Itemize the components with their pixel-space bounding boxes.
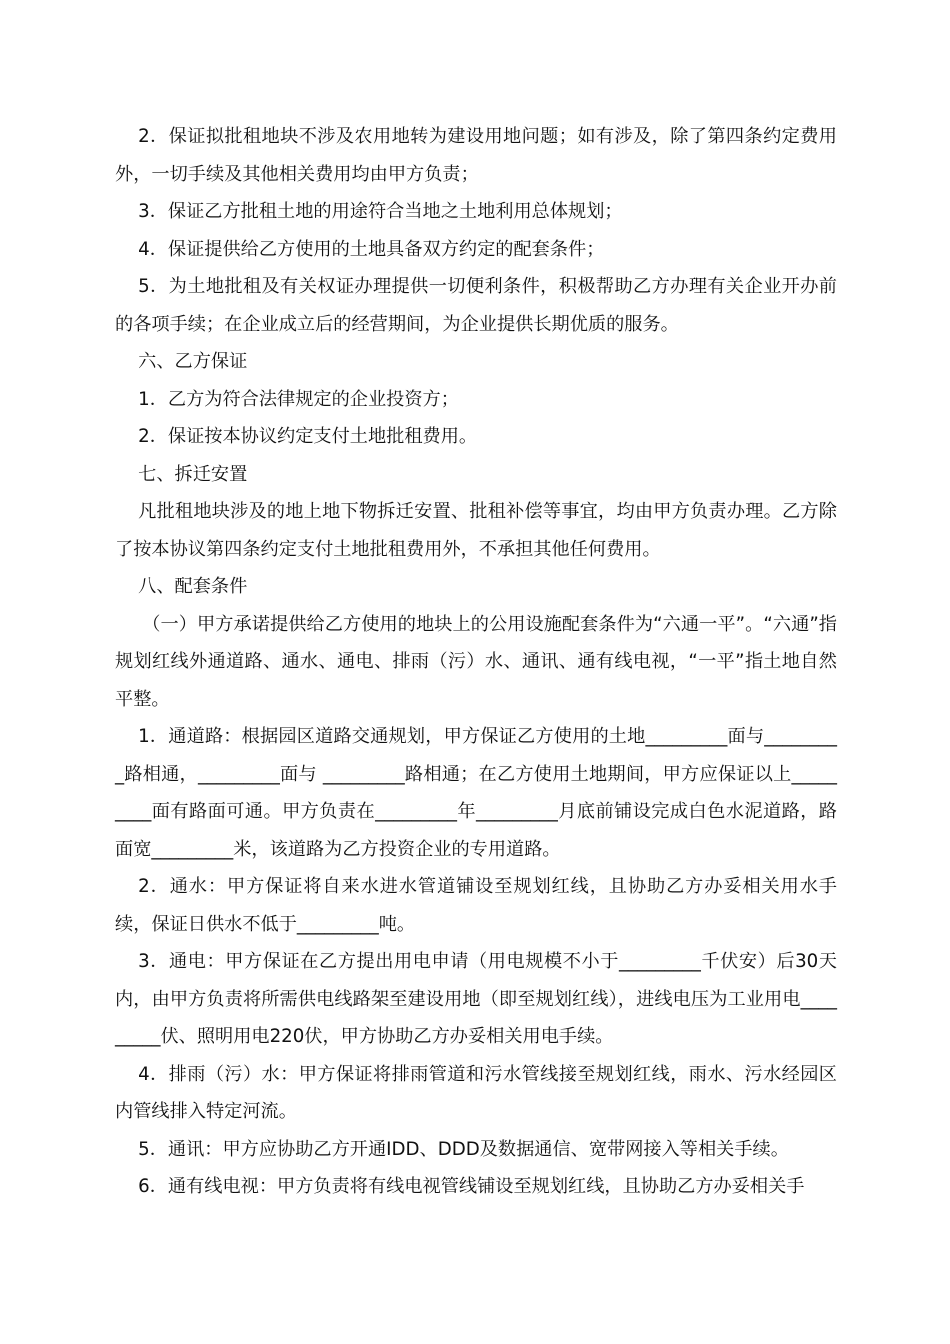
paragraph-cable-tv: 6．通有线电视：甲方负责将有线电视管线铺设至规划红线，且协助乙方办妥相关手: [138, 1176, 805, 1197]
paragraph-relocation: 凡批租地块涉及的地上地下物拆迁安置、批租补偿等事宜，均由甲方负责办理。乙方除了按本协议第四条约定支付土地批租费用外，不承担其他任何费用。: [115, 501, 837, 560]
paragraph-party-b-1: 1．乙方为符合法律规定的企业投资方；: [138, 388, 459, 410]
paragraph-guarantee-2: 2．保证拟批租地块不涉及农用地转为建设用地问题；如有涉及，除了第四条约定费用外，一切手续及其他相关费用均由甲方负责；: [115, 126, 837, 185]
paragraph-guarantee-5: 5．为土地批租及有关权证办理提供一切便利条件，积极帮助乙方办理有关企业开办前的各项手续；在企业成立后的经营期间，为企业提供长期优质的服务。: [115, 276, 837, 335]
paragraph-six-connections: （一）甲方承诺提供给乙方使用的地块上的公用设施配套条件为“六通一平”。“六通”指规划红线外通道路、通水、通电、排雨（污）水、通讯、通有线电视，“一平”指土地自然平整。: [115, 613, 837, 710]
paragraph-road: 1．通道路：根据园区道路交通规划，甲方保证乙方使用的土地_________面与_________路相通，_________面与 _________路相通；在乙方使用土地期间，甲方应保证以上_________面有路面可通。甲方负责在_________年_________月底前铺设完成白色水泥道路，路面宽_________米，该道路为乙方投资企业的专用道路。: [115, 726, 837, 860]
paragraph-telecom: 5．通讯：甲方应协助乙方开通IDD、DDD及数据通信、宽带网接入等相关手续。: [138, 1138, 789, 1160]
paragraph-guarantee-3: 3．保证乙方批租土地的用途符合当地之土地利用总体规划；: [138, 201, 623, 222]
section-heading-supporting-conditions: 八、配套条件: [138, 576, 248, 597]
paragraph-guarantee-4: 4．保证提供给乙方使用的土地具备双方约定的配套条件；: [138, 238, 605, 260]
document-body: [115, 118, 837, 1206]
paragraph-party-b-2: 2．保证按本协议约定支付土地批租费用。: [138, 426, 478, 447]
paragraph-electricity: 3．通电：甲方保证在乙方提出用电申请（用电规模不小于_________千伏安）后30天内，由甲方负责将所需供电线路架至建设用地（即至规划红线），进线电压为工业用电_________伏、照明用电220伏，甲方协助乙方办妥相关用电手续。: [115, 951, 837, 1047]
section-heading-relocation: 七、拆迁安置: [138, 463, 248, 485]
paragraph-water: 2．通水：甲方保证将自来水进水管道铺设至规划红线，且协助乙方办妥相关用水手续，保证日供水不低于_________吨。: [115, 876, 837, 935]
paragraph-drainage: 4．排雨（污）水：甲方保证将排雨管道和污水管线接至规划红线，雨水、污水经园区内管线排入特定河流。: [115, 1063, 837, 1122]
section-heading-party-b-guarantee: 六、乙方保证: [138, 351, 248, 372]
